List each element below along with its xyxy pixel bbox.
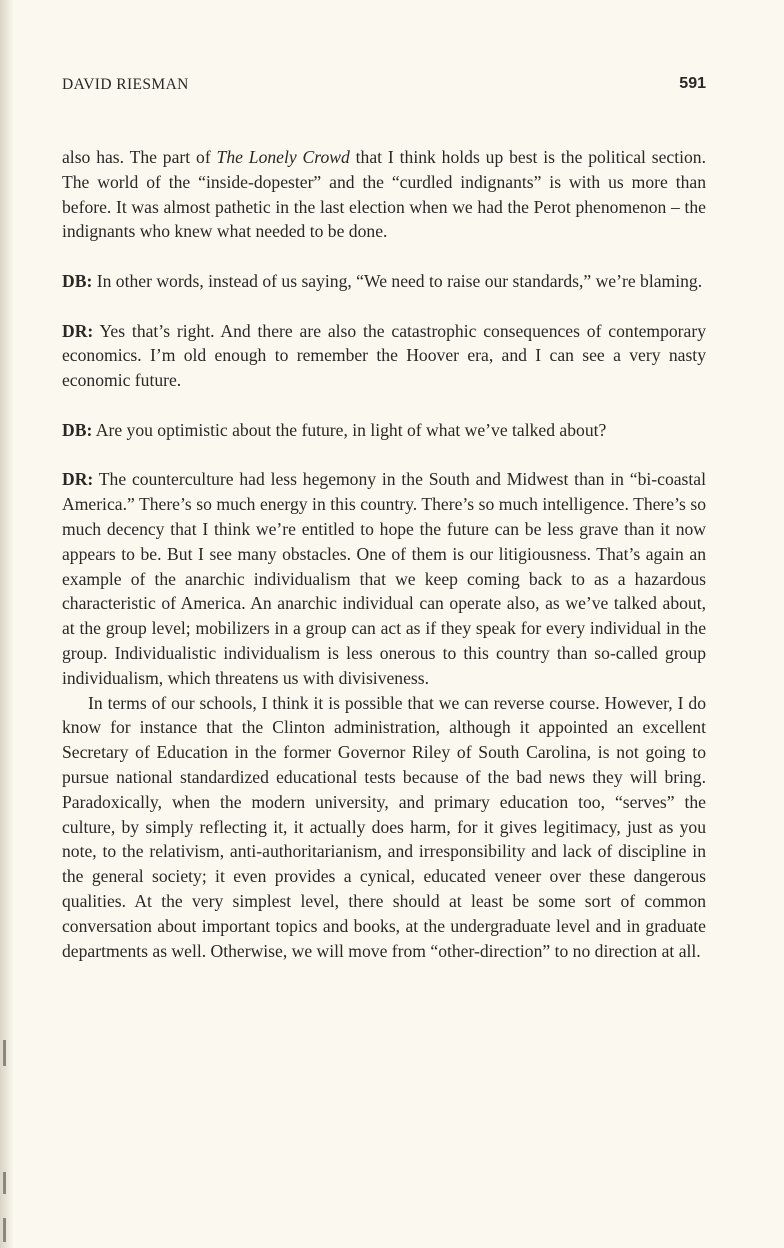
dialogue-db: DB: Are you optimistic about the future, in light of what we’ve talked about? — [62, 419, 607, 440]
running-head — [62, 76, 706, 96]
spine-mark — [3, 1218, 6, 1242]
book-spine-shadow — [0, 0, 14, 1248]
body-text — [62, 145, 706, 963]
dialogue-dr: DR: The counterculture had less hegemony in the South and Midwest than in “bi-coastal America.” There’s so much energy in this country. There’s so much intelligence. There’s so much decency that I think we’re entitled to hope the future can be less grave than it now appears to be. But I see many obstacles. One of them is our litigiousness. That’s again an example of the anarchic individualism that we keep coming back to as a hazardous characteristic of America. An anarchic individual can operate also, as we’ve talked about, at the group level; mobilizers in a group can act as if they speak for every individual in the group. Individualistic individualism is less onerous to this country than so-called group individualism, which threatens us with divisiveness. — [62, 469, 706, 688]
speaker-label: DB: — [62, 270, 93, 291]
page-number: 591 — [679, 75, 706, 92]
speaker-label: DR: — [62, 320, 94, 341]
speaker-label: DB: — [62, 419, 93, 440]
spine-mark — [3, 1040, 6, 1066]
paragraph-continuation: also has. The part of The Lonely Crowd that I think holds up best is the political section. The world of the “inside-dopester” and the “curdled indignants” is with us more than before. It was almost pathetic in the last election when we had the Perot phenomenon – the indignants who knew what needed to be done. — [62, 147, 706, 242]
running-head-author: DAVID RIESMAN — [62, 76, 189, 93]
paragraph-continuation: In terms of our schools, I think it is possible that we can reverse course. However, I do know for instance that the Clinton administration, although it appointed an excellent Secretary of Education in the former Governor Riley of South Carolina, is not going to pursue national standardized educational tests because of the bad news they will bring. Paradoxically, when the modern university, and primary education too, “serves” the culture, by simply reflecting it, it actually does harm, for it gives legitimacy, just as you note, to the relativism, anti-authoritarianism, and irresponsibility and lack of discipline in the general society; it even provides a cynical, educated veneer over these dangerous qualities. At the very simplest level, there should at least be some sort of common conversation about important topics and books, at the undergraduate level and in graduate departments as well. Otherwise, we will move from “other-direction” to no direction at all. — [62, 692, 706, 961]
dialogue-dr: DR: Yes that’s right. And there are also the catastrophic consequences of contemporary economics. I’m old enough to remember the Hoover era, and I can see a very nasty economic future. — [62, 320, 707, 391]
spine-mark — [3, 1172, 6, 1194]
speaker-label: DR: — [62, 469, 94, 490]
dialogue-db: DB: In other words, instead of us saying, “We need to raise our standards,” we’re blaming. — [62, 270, 703, 291]
book-title: The Lonely Crowd — [216, 147, 350, 167]
